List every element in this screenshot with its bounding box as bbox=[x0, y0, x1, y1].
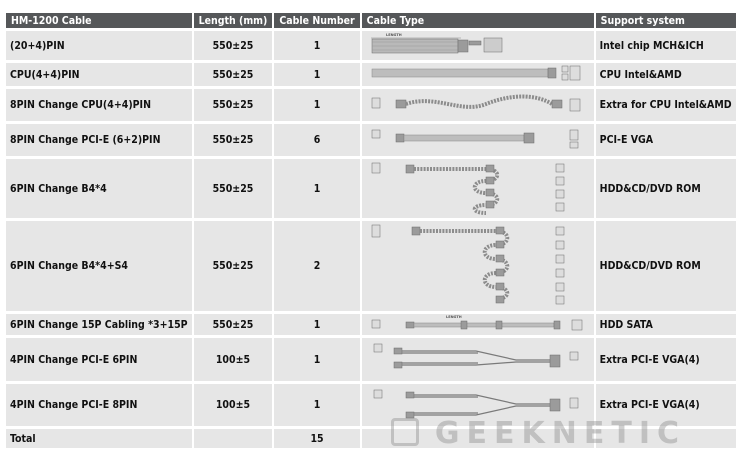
support-system: Extra PCI-E VGA(4) bbox=[596, 338, 736, 381]
support-system: Extra for CPU Intel&AMD bbox=[596, 89, 736, 121]
cable-number: 1 bbox=[274, 159, 359, 218]
cable-length: 550±25 bbox=[194, 63, 273, 86]
cable-diagram-cpu bbox=[362, 63, 594, 86]
cable-diagram-cpu-extension bbox=[362, 89, 594, 121]
watermark bbox=[435, 416, 686, 451]
cable-length: 550±25 bbox=[194, 124, 273, 156]
cable-diagram-molex-sata-chain bbox=[362, 221, 594, 311]
cable-name: 4PIN Change PCI-E 8PIN bbox=[6, 384, 192, 426]
table-row bbox=[6, 89, 736, 121]
table-row bbox=[6, 314, 736, 335]
table-header-row bbox=[6, 13, 736, 28]
cable-diagram-sata bbox=[362, 314, 594, 335]
cable-name: (20+4)PIN bbox=[6, 31, 192, 60]
support-system: Extra PCI-E VGA(4) bbox=[596, 384, 736, 426]
cable-number: 1 bbox=[274, 89, 359, 121]
table-row bbox=[6, 31, 736, 60]
cable-diagram-24pin bbox=[362, 31, 594, 60]
total-label: Total bbox=[6, 429, 192, 448]
support-system: PCI-E VGA bbox=[596, 124, 736, 156]
cable-number: 2 bbox=[274, 221, 359, 311]
header-cable: HM-1200 Cable bbox=[6, 13, 192, 28]
watermark-logo-icon bbox=[391, 418, 419, 446]
cable-name: 6PIN Change 15P Cabling *3+15P bbox=[6, 314, 192, 335]
cable-name: 4PIN Change PCI-E 6PIN bbox=[6, 338, 192, 381]
cable-length: 550±25 bbox=[194, 31, 273, 60]
cable-name: 6PIN Change B4*4 bbox=[6, 159, 192, 218]
header-support-system: Support system bbox=[596, 13, 736, 28]
cable-number: 1 bbox=[274, 63, 359, 86]
cable-length: 550±25 bbox=[194, 221, 273, 311]
cable-length: 100±5 bbox=[194, 338, 273, 381]
support-system: HDD SATA bbox=[596, 314, 736, 335]
table-row bbox=[6, 338, 736, 381]
table-row bbox=[6, 124, 736, 156]
cable-number: 1 bbox=[274, 384, 359, 426]
total-number: 15 bbox=[274, 429, 359, 448]
watermark-text: GEEKNETIC bbox=[434, 416, 686, 451]
cable-name: 6PIN Change B4*4+S4 bbox=[6, 221, 192, 311]
cable-name: CPU(4+4)PIN bbox=[6, 63, 192, 86]
table-row bbox=[6, 159, 736, 218]
table-row bbox=[6, 221, 736, 311]
cable-length: 550±25 bbox=[194, 89, 273, 121]
cable-number: 6 bbox=[274, 124, 359, 156]
support-system: CPU Intel&AMD bbox=[596, 63, 736, 86]
cable-diagram-pcie bbox=[362, 124, 594, 156]
cable-number: 1 bbox=[274, 31, 359, 60]
support-system: HDD&CD/DVD ROM bbox=[596, 159, 736, 218]
header-cable-number: Cable Number bbox=[274, 13, 359, 28]
support-system: Intel chip MCH&ICH bbox=[596, 31, 736, 60]
cable-name: 8PIN Change CPU(4+4)PIN bbox=[6, 89, 192, 121]
length-label: LENGTH bbox=[385, 33, 402, 37]
table-row bbox=[6, 63, 736, 86]
cable-number: 1 bbox=[274, 338, 359, 381]
cable-diagram-4pin-to-6pin bbox=[362, 338, 594, 381]
cable-length: 100±5 bbox=[194, 384, 273, 426]
cable-length: 550±25 bbox=[194, 314, 273, 335]
cable-spec-table bbox=[4, 10, 738, 451]
header-cable-type: Cable Type bbox=[362, 13, 594, 28]
total-length-empty bbox=[194, 429, 273, 448]
cable-diagram-molex-chain bbox=[362, 159, 594, 218]
cable-number: 1 bbox=[274, 314, 359, 335]
cable-name: 8PIN Change PCI-E (6+2)PIN bbox=[6, 124, 192, 156]
header-length: Length (mm) bbox=[194, 13, 273, 28]
cable-length: 550±25 bbox=[194, 159, 273, 218]
support-system: HDD&CD/DVD ROM bbox=[596, 221, 736, 311]
length-label: LENGTH bbox=[445, 315, 462, 319]
